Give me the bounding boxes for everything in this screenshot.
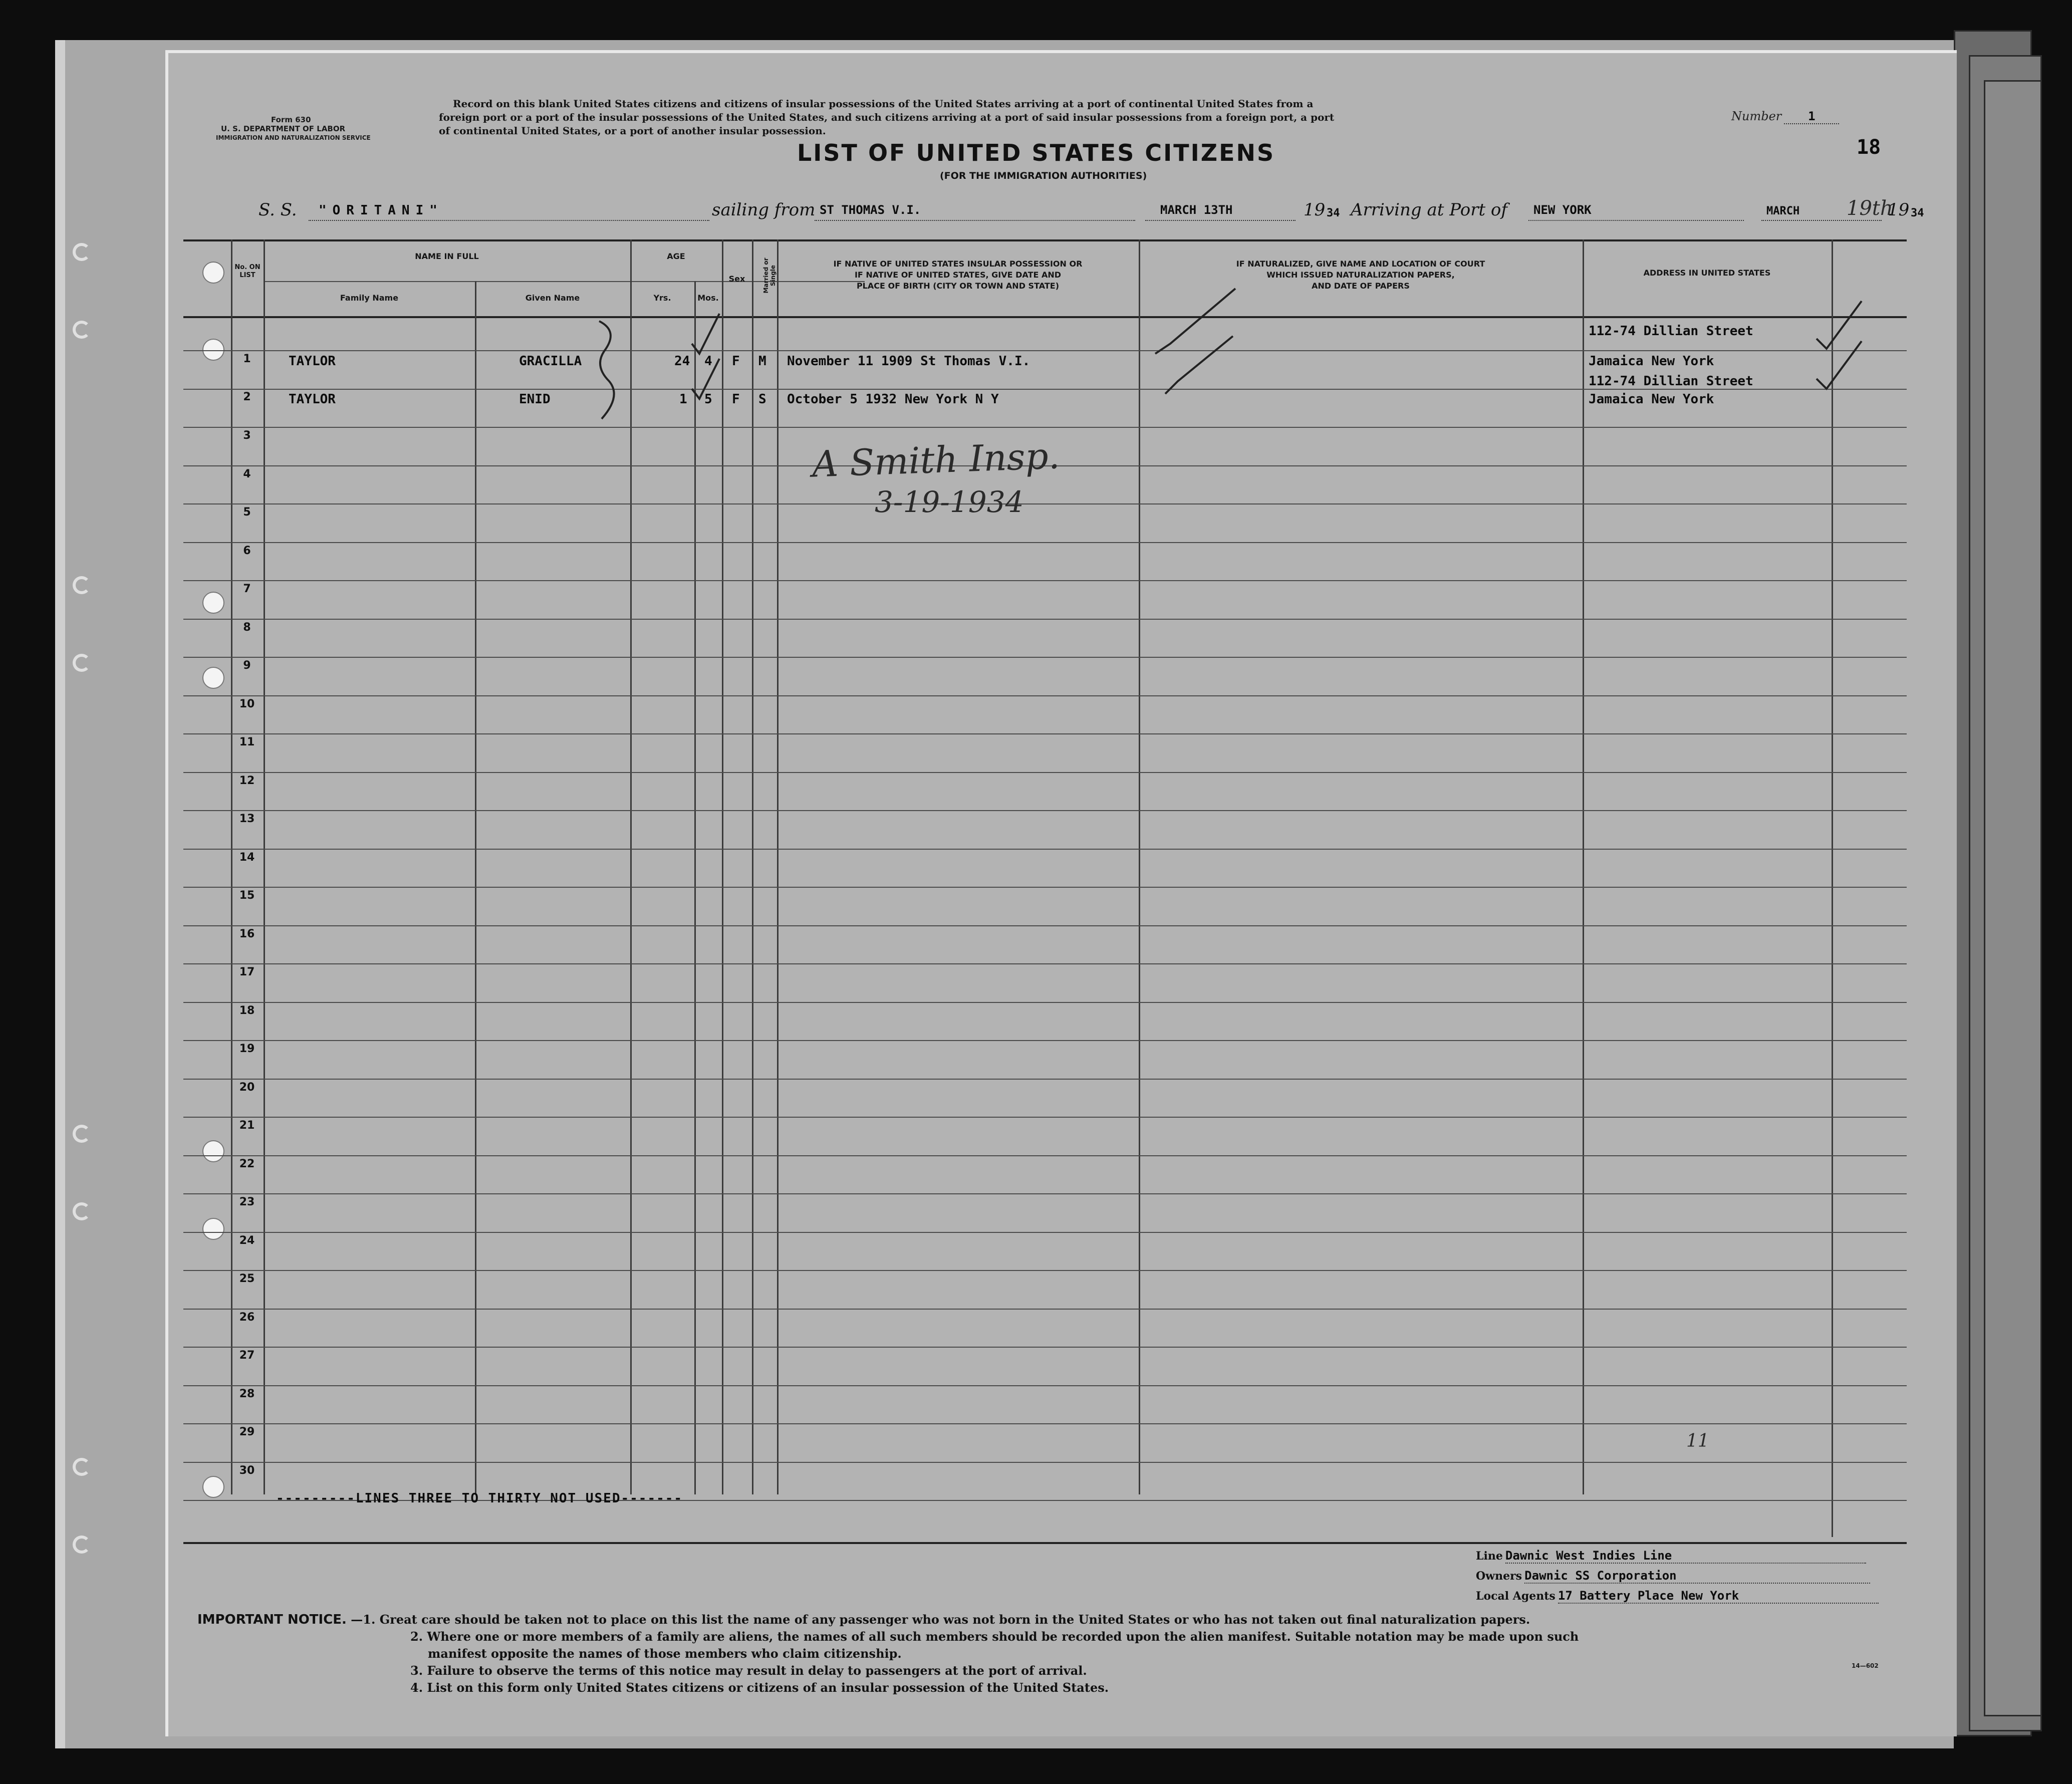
stacked-page-edge	[1984, 80, 2042, 1716]
arrival-month: MARCH	[1766, 205, 1800, 217]
row-number: 5	[243, 506, 251, 519]
line-label: Line	[1476, 1550, 1503, 1563]
row-rule	[183, 925, 1907, 926]
notice-line-3: 3. Failure to observe the terms of this notice may result in delay to passengers at the port of arrival.	[410, 1663, 1087, 1678]
col-header-birth-2: IF NATIVE OF UNITED STATES, GIVE DATE AND	[854, 270, 1062, 280]
notice-title: IMPORTANT NOTICE.	[197, 1612, 347, 1627]
page-title: LIST OF UNITED STATES CITIZENS	[797, 139, 1275, 166]
col-header-yrs: Yrs.	[653, 293, 671, 303]
col-header-address: ADDRESS IN UNITED STATES	[1643, 268, 1771, 278]
given-name-cell: ENID	[519, 392, 551, 407]
row-number: 24	[239, 1234, 255, 1247]
check-mark	[1817, 341, 1862, 389]
instruction-line-1: Record on this blank United States citizens and citizens of insular possessions of the United States arriving at a port of continental United States from a	[453, 98, 1314, 110]
binder-ring	[73, 654, 91, 672]
punch-hole	[202, 667, 224, 689]
row-rule	[183, 695, 1907, 696]
binder-ring	[73, 576, 91, 594]
ss-label: S. S.	[258, 200, 297, 220]
row-number: 2	[243, 391, 251, 403]
marital-cell: S	[758, 392, 766, 407]
row-number: 26	[239, 1311, 255, 1324]
row-number: 18	[239, 1004, 255, 1017]
page-number: 18	[1857, 136, 1881, 159]
manifest-page	[165, 50, 1957, 1736]
age-years-cell: 1	[679, 392, 687, 407]
year-prefix-1: 19	[1304, 200, 1326, 220]
col-header-family-name: Family Name	[340, 293, 399, 303]
row-rule	[183, 657, 1907, 658]
row-number: 8	[243, 621, 251, 634]
instruction-line-3: of continental United States, or a port of another insular possession.	[439, 125, 826, 137]
agents-label: Local Agents	[1476, 1590, 1556, 1603]
row-rule	[183, 810, 1907, 811]
print-code: 14—602	[1852, 1662, 1879, 1669]
notice-line-2: 2. Where one or more members of a family are aliens, the names of all such members should be recorded upon the alien manifest. Suitable notation may be made upon such	[410, 1629, 1579, 1644]
row-number: 29	[239, 1426, 255, 1438]
row-rule	[183, 849, 1907, 850]
age-years-cell: 24	[674, 354, 690, 369]
brace-mark	[599, 321, 614, 419]
agents-field	[1476, 1589, 1879, 1604]
number-value: 1	[1784, 109, 1839, 124]
binder-ring	[73, 1125, 91, 1143]
row-rule	[183, 1347, 1907, 1348]
address-line-2: Jamaica New York	[1589, 392, 1714, 407]
arrival-day: 19th	[1847, 197, 1893, 220]
punch-hole	[202, 1476, 224, 1498]
birth-cell: October 5 1932 New York N Y	[787, 392, 999, 407]
row-number: 17	[239, 966, 255, 978]
notice-line-4: 4. List on this form only United States citizens or citizens of an insular possession of the United States.	[410, 1680, 1109, 1695]
col-header-no-on-list: No. ON LIST	[234, 264, 261, 279]
service-label: IMMIGRATION AND NATURALIZATION SERVICE	[216, 134, 371, 141]
row-number: 3	[243, 429, 251, 442]
row-rule	[183, 963, 1907, 964]
col-header-age: AGE	[667, 251, 685, 261]
inspection-date: 3-19-1934	[875, 485, 1024, 519]
inspector-signature: A Smith Insp.	[811, 434, 1061, 485]
row-number: 10	[239, 698, 255, 710]
row-rule	[183, 772, 1907, 773]
birth-cell: November 11 1909 St Thomas V.I.	[787, 354, 1030, 369]
row-rule	[183, 1309, 1907, 1310]
row-rule	[183, 1193, 1907, 1194]
binder-ring	[73, 1536, 91, 1554]
row-rule	[183, 1423, 1907, 1424]
punch-hole	[202, 1140, 224, 1162]
sex-cell: F	[732, 392, 740, 407]
sex-cell: F	[732, 354, 740, 369]
col-header-naturalized-2: WHICH ISSUED NATURALIZATION PAPERS,	[1266, 270, 1455, 280]
row-rule	[183, 1079, 1907, 1080]
departure-date: MARCH 13TH	[1160, 203, 1233, 217]
marital-cell: M	[758, 354, 766, 369]
row-rule	[183, 542, 1907, 543]
family-name-cell: TAYLOR	[289, 392, 336, 407]
departure-port: ST THOMAS V.I.	[820, 203, 921, 217]
punch-hole	[202, 592, 224, 614]
row-rule	[183, 1270, 1907, 1271]
address-line-1: 112-74 Dillian Street	[1589, 324, 1753, 339]
row-number: 23	[239, 1196, 255, 1208]
important-notice	[197, 1611, 1936, 1696]
sailing-from-label: sailing from	[712, 200, 816, 220]
number-label: Number	[1731, 109, 1782, 123]
row-number: 12	[239, 775, 255, 787]
agents-value: 17 Battery Place New York	[1558, 1589, 1879, 1604]
row-number: 1	[243, 353, 251, 365]
year-prefix-2: 19	[1888, 200, 1910, 220]
form-label: Form 630	[271, 115, 311, 124]
binder-ring	[73, 243, 91, 261]
col-header-birth-3: PLACE OF BIRTH (CITY OR TOWN AND STATE)	[856, 281, 1060, 291]
table-bottom-rule	[183, 1542, 1907, 1544]
col-header-name-in-full: NAME IN FULL	[415, 251, 479, 261]
row-number: 16	[239, 928, 255, 940]
arrival-port: NEW YORK	[1533, 203, 1592, 217]
page-subtitle: (FOR THE IMMIGRATION AUTHORITIES)	[940, 170, 1147, 181]
binder-ring	[73, 1458, 91, 1476]
arrival-year: 34	[1911, 207, 1924, 219]
row-rule	[183, 1462, 1907, 1463]
page-mark: 11	[1686, 1431, 1709, 1451]
row-rule	[183, 1040, 1907, 1041]
given-name-cell: GRACILLA	[519, 354, 582, 369]
row-rule	[183, 580, 1907, 581]
check-mark	[1165, 336, 1233, 394]
row-rule	[183, 1117, 1907, 1118]
row-number: 15	[239, 889, 255, 902]
check-marks	[168, 53, 1952, 504]
owners-field	[1476, 1569, 1870, 1584]
notice-line-1	[197, 1611, 1936, 1628]
line-value: Dawnic West Indies Line	[1505, 1549, 1866, 1564]
row-number: 25	[239, 1272, 255, 1285]
lines-not-used-note: ---------LINES THREE TO THIRTY NOT USED-------	[276, 1491, 683, 1506]
row-number: 4	[243, 468, 251, 480]
departure-year: 34	[1327, 207, 1340, 219]
department-label: U. S. DEPARTMENT OF LABOR	[221, 124, 346, 133]
check-mark	[692, 314, 719, 354]
line-field	[1476, 1549, 1866, 1564]
row-number: 22	[239, 1158, 255, 1170]
age-months-cell: 4	[704, 354, 712, 369]
instruction-line-2: foreign port or a port of the insular possessions of the United States, and such citizens arriving at a port of said insular possessions from a foreign port, a port	[439, 111, 1335, 123]
check-mark	[1817, 301, 1862, 349]
owners-value: Dawnic SS Corporation	[1524, 1569, 1870, 1584]
row-number: 7	[243, 583, 251, 595]
address-line-2: Jamaica New York	[1589, 354, 1714, 369]
row-rule	[183, 619, 1907, 620]
col-header-sex: Sex	[728, 274, 745, 284]
row-number: 11	[239, 736, 255, 748]
row-number: 28	[239, 1388, 255, 1400]
row-rule	[183, 1385, 1907, 1386]
notice-line-2b: manifest opposite the names of those members who claim citizenship.	[428, 1646, 902, 1661]
row-number: 13	[239, 813, 255, 825]
row-number: 14	[239, 851, 255, 864]
notice-1: —1. Great care should be taken not to place on this list the name of any passenger who was not born in the United States or who has not taken out final naturalization papers.	[351, 1612, 1530, 1627]
binder-ring	[73, 1202, 91, 1220]
row-number: 30	[239, 1464, 255, 1477]
punch-hole	[202, 1218, 224, 1240]
col-header-mos: Mos.	[697, 293, 719, 303]
row-number: 6	[243, 545, 251, 557]
row-rule	[183, 733, 1907, 734]
row-number: 9	[243, 659, 251, 672]
col-header-married-single: Married or Single	[762, 258, 776, 294]
row-number: 20	[239, 1081, 255, 1094]
check-mark	[692, 359, 719, 399]
age-months-cell: 5	[704, 392, 712, 407]
binder-ring	[73, 321, 91, 339]
row-number: 21	[239, 1119, 255, 1132]
family-name-cell: TAYLOR	[289, 354, 336, 369]
ship-name: "ORITANI"	[319, 203, 443, 218]
col-header-naturalized-3: AND DATE OF PAPERS	[1312, 281, 1410, 291]
row-rule	[183, 1002, 1907, 1003]
address-line-1: 112-74 Dillian Street	[1589, 374, 1753, 389]
owners-label: Owners	[1476, 1570, 1522, 1583]
row-rule	[183, 1232, 1907, 1233]
row-number: 27	[239, 1349, 255, 1362]
row-number: 19	[239, 1043, 255, 1055]
col-header-given-name: Given Name	[525, 293, 580, 303]
col-header-birth-1: IF NATIVE OF UNITED STATES INSULAR POSSESSION OR	[833, 259, 1083, 269]
row-rule	[183, 887, 1907, 888]
col-header-naturalized-1: IF NATURALIZED, GIVE NAME AND LOCATION OF COURT	[1236, 259, 1485, 269]
arriving-label: Arriving at Port of	[1351, 200, 1507, 220]
row-rule	[183, 1155, 1907, 1156]
